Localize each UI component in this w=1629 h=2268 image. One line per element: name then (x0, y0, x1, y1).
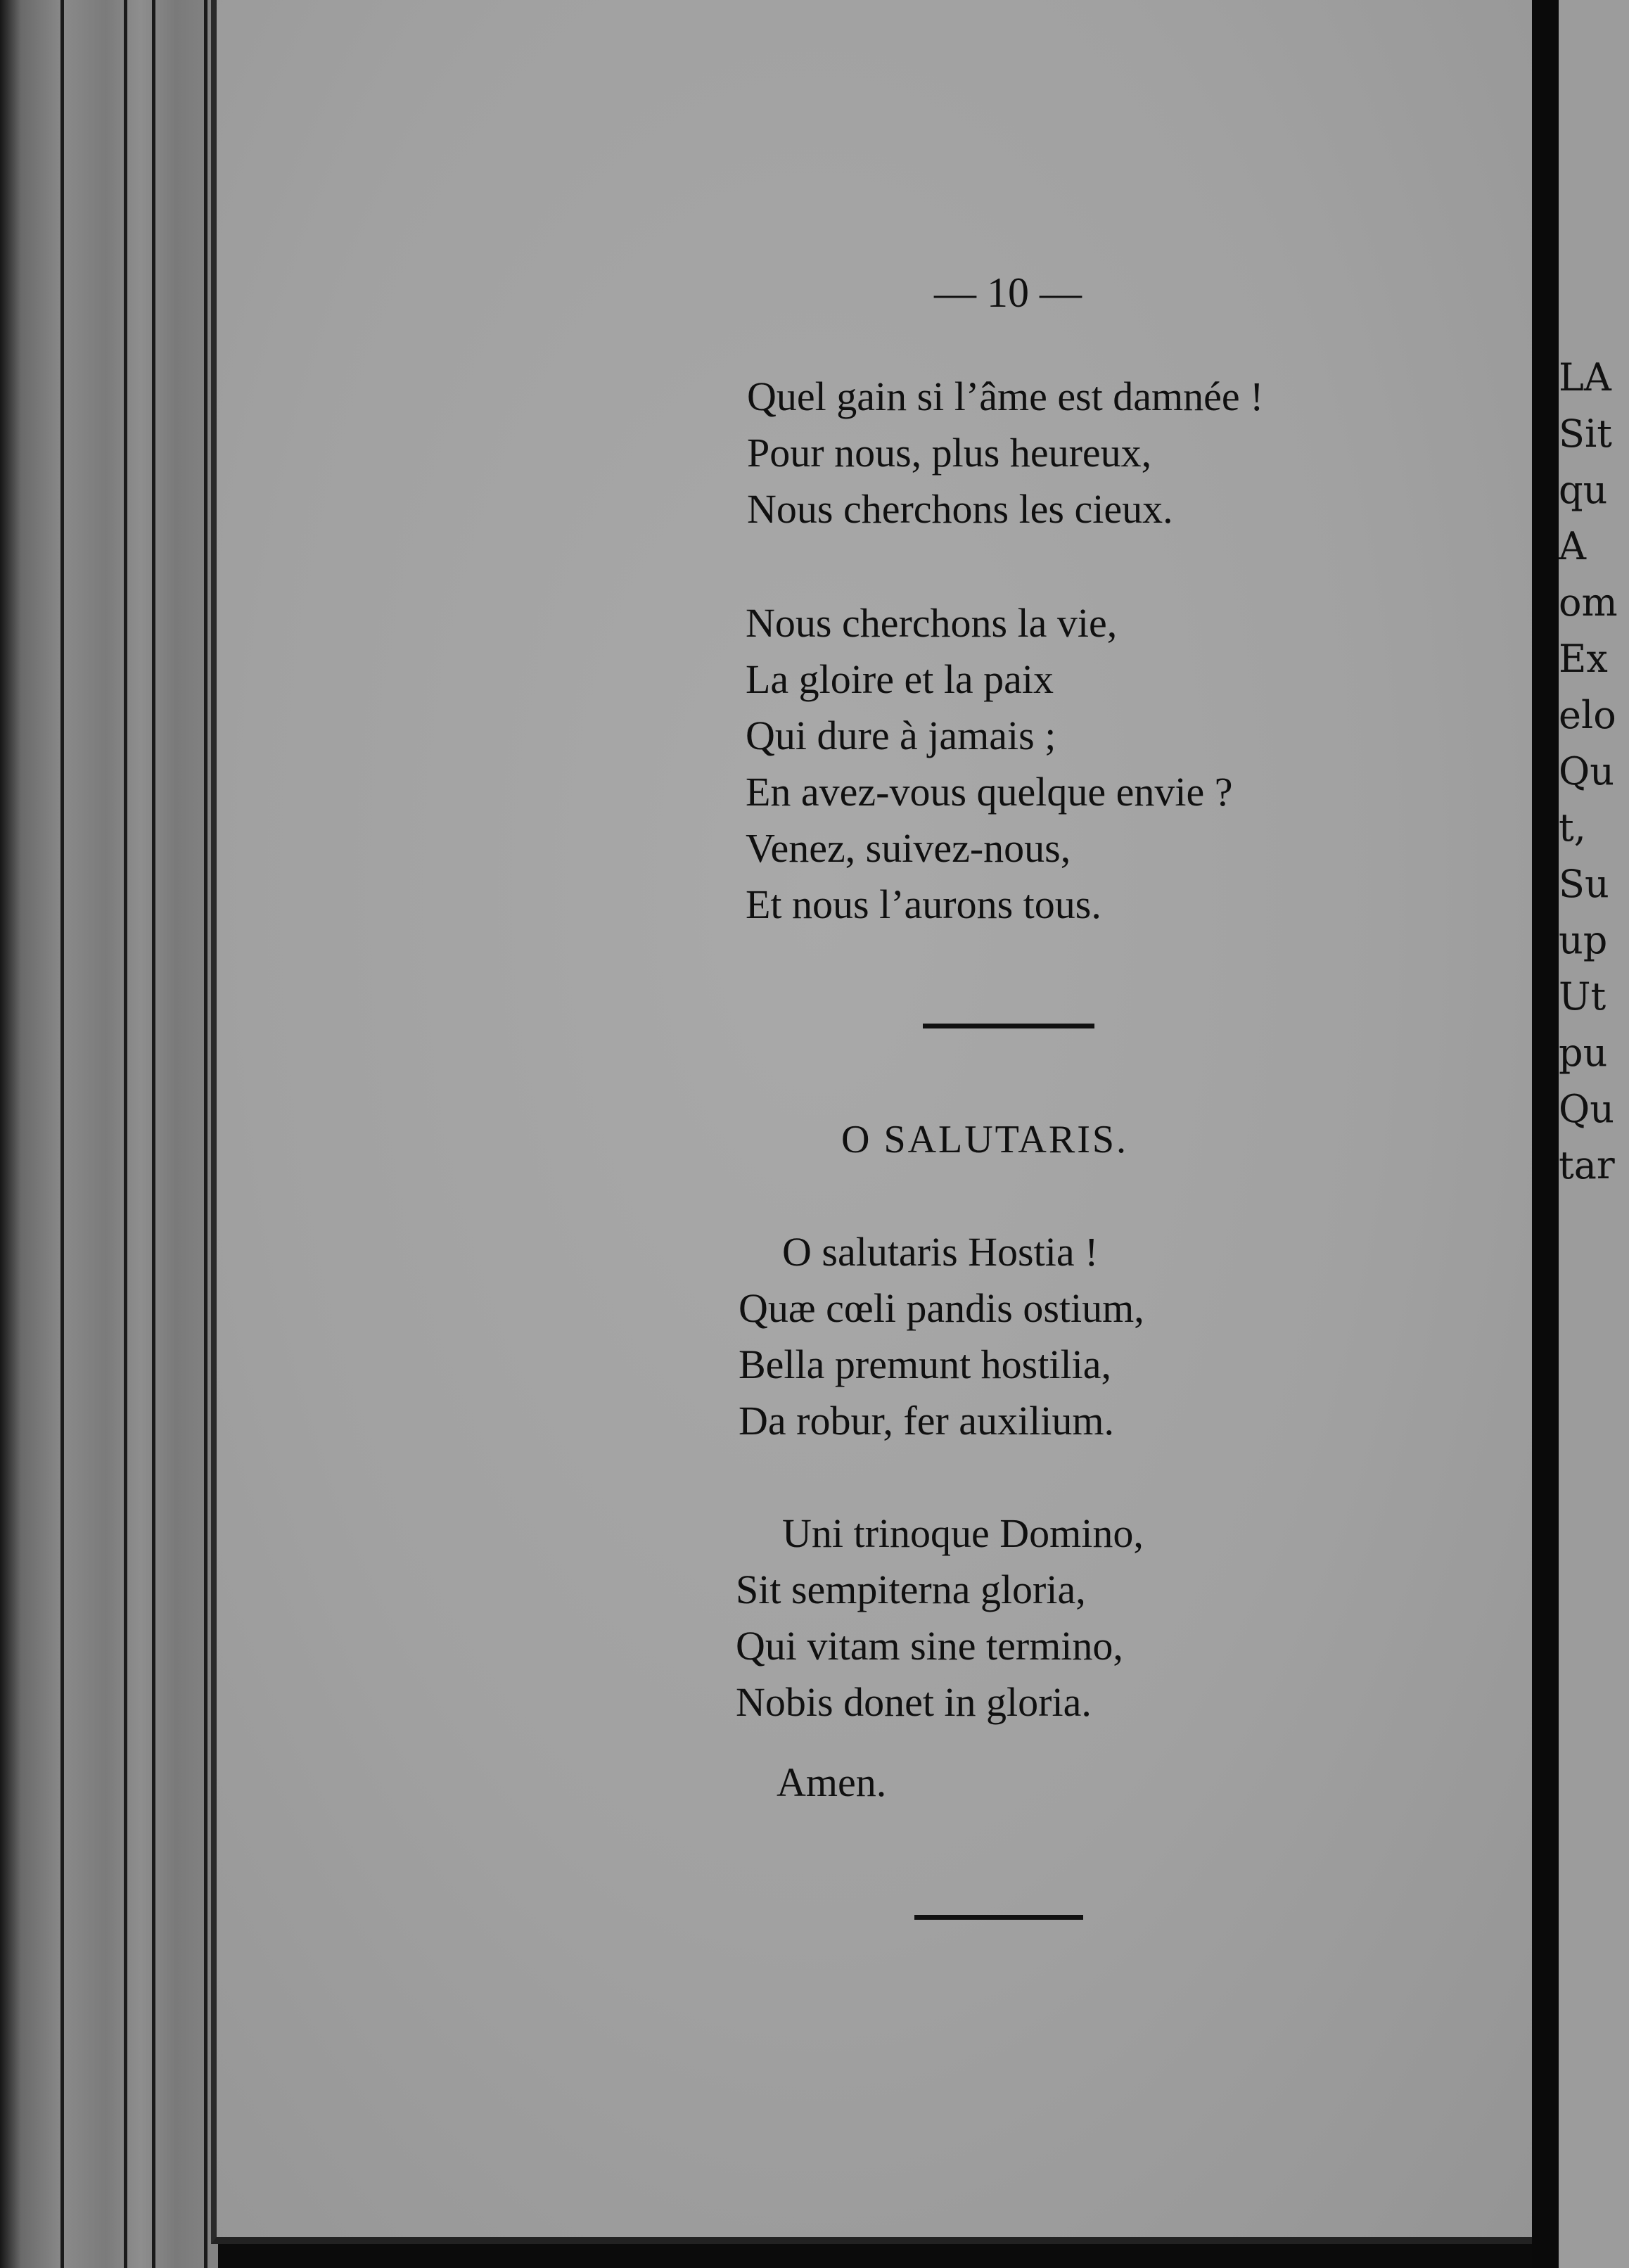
hymn-stanza1-line-1: O salutaris Hostia ! (782, 1229, 1099, 1275)
facing-text-fragment: Qu (1559, 1087, 1615, 1131)
hymn-stanza2-line-4: Nobis donet in gloria. (736, 1679, 1092, 1725)
stanza2-line-3: Qui dure à jamais ; (746, 713, 1056, 758)
facing-text-fragment: Ex (1559, 637, 1608, 681)
page-edge-line (124, 0, 127, 2268)
facing-text-fragment: om (1559, 580, 1618, 625)
facing-text-fragment: Ut (1559, 974, 1606, 1019)
amen-text: Amen. (777, 1759, 887, 1805)
facing-text-fragment: tar (1559, 1143, 1615, 1187)
facing-text-fragment: Qu (1559, 749, 1615, 794)
stanza2-line-4: En avez-vous quelque envie ? (746, 769, 1233, 815)
stanza1-line-2: Pour nous, plus heureux, (747, 430, 1152, 476)
page-edge-line (204, 0, 207, 2268)
book-left-edge (0, 0, 218, 2268)
page-edge-line (152, 0, 155, 2268)
facing-page-fragment (1559, 0, 1629, 2268)
facing-text-fragment: t, (1559, 805, 1586, 850)
stanza1-line-1: Quel gain si l’âme est damnée ! (747, 374, 1264, 419)
hymn-stanza1-line-2: Quæ cœli pandis ostium, (739, 1285, 1144, 1331)
section-divider (923, 1024, 1094, 1028)
page-number: — 10 — (934, 269, 1082, 316)
closing-divider (914, 1915, 1083, 1920)
stanza2-line-5: Venez, suivez-nous, (746, 825, 1071, 871)
hymn-stanza1-line-4: Da robur, fer auxilium. (739, 1398, 1115, 1444)
stanza2-line-6: Et nous l’aurons tous. (746, 881, 1101, 927)
hymn-stanza2-line-1: Uni trinoque Domino, (782, 1510, 1144, 1556)
hymn-stanza2-line-3: Qui vitam sine termino, (736, 1623, 1123, 1669)
facing-text-fragment: up (1559, 918, 1608, 962)
page-edge-line (60, 0, 64, 2268)
facing-text-fragment: Sit (1559, 412, 1612, 456)
facing-text-fragment: qu (1559, 468, 1608, 512)
facing-text-fragment: elo (1559, 693, 1616, 737)
stanza1-line-3: Nous cherchons les cieux. (747, 486, 1173, 532)
stanza2-line-2: La gloire et la paix (746, 656, 1054, 702)
facing-text-fragment: pu (1559, 1031, 1608, 1075)
facing-text-fragment: LA (1559, 355, 1611, 400)
stanza2-line-1: Nous cherchons la vie, (746, 600, 1118, 646)
hymn-stanza1-line-3: Bella premunt hostilia, (739, 1342, 1111, 1387)
book-gutter (1532, 0, 1559, 2268)
facing-text-fragment: Su (1559, 862, 1609, 906)
hymn-title: O SALUTARIS. (841, 1118, 1128, 1161)
facing-text-fragment: A (1559, 524, 1586, 568)
hymn-stanza2-line-2: Sit sempiterna gloria, (736, 1567, 1086, 1612)
